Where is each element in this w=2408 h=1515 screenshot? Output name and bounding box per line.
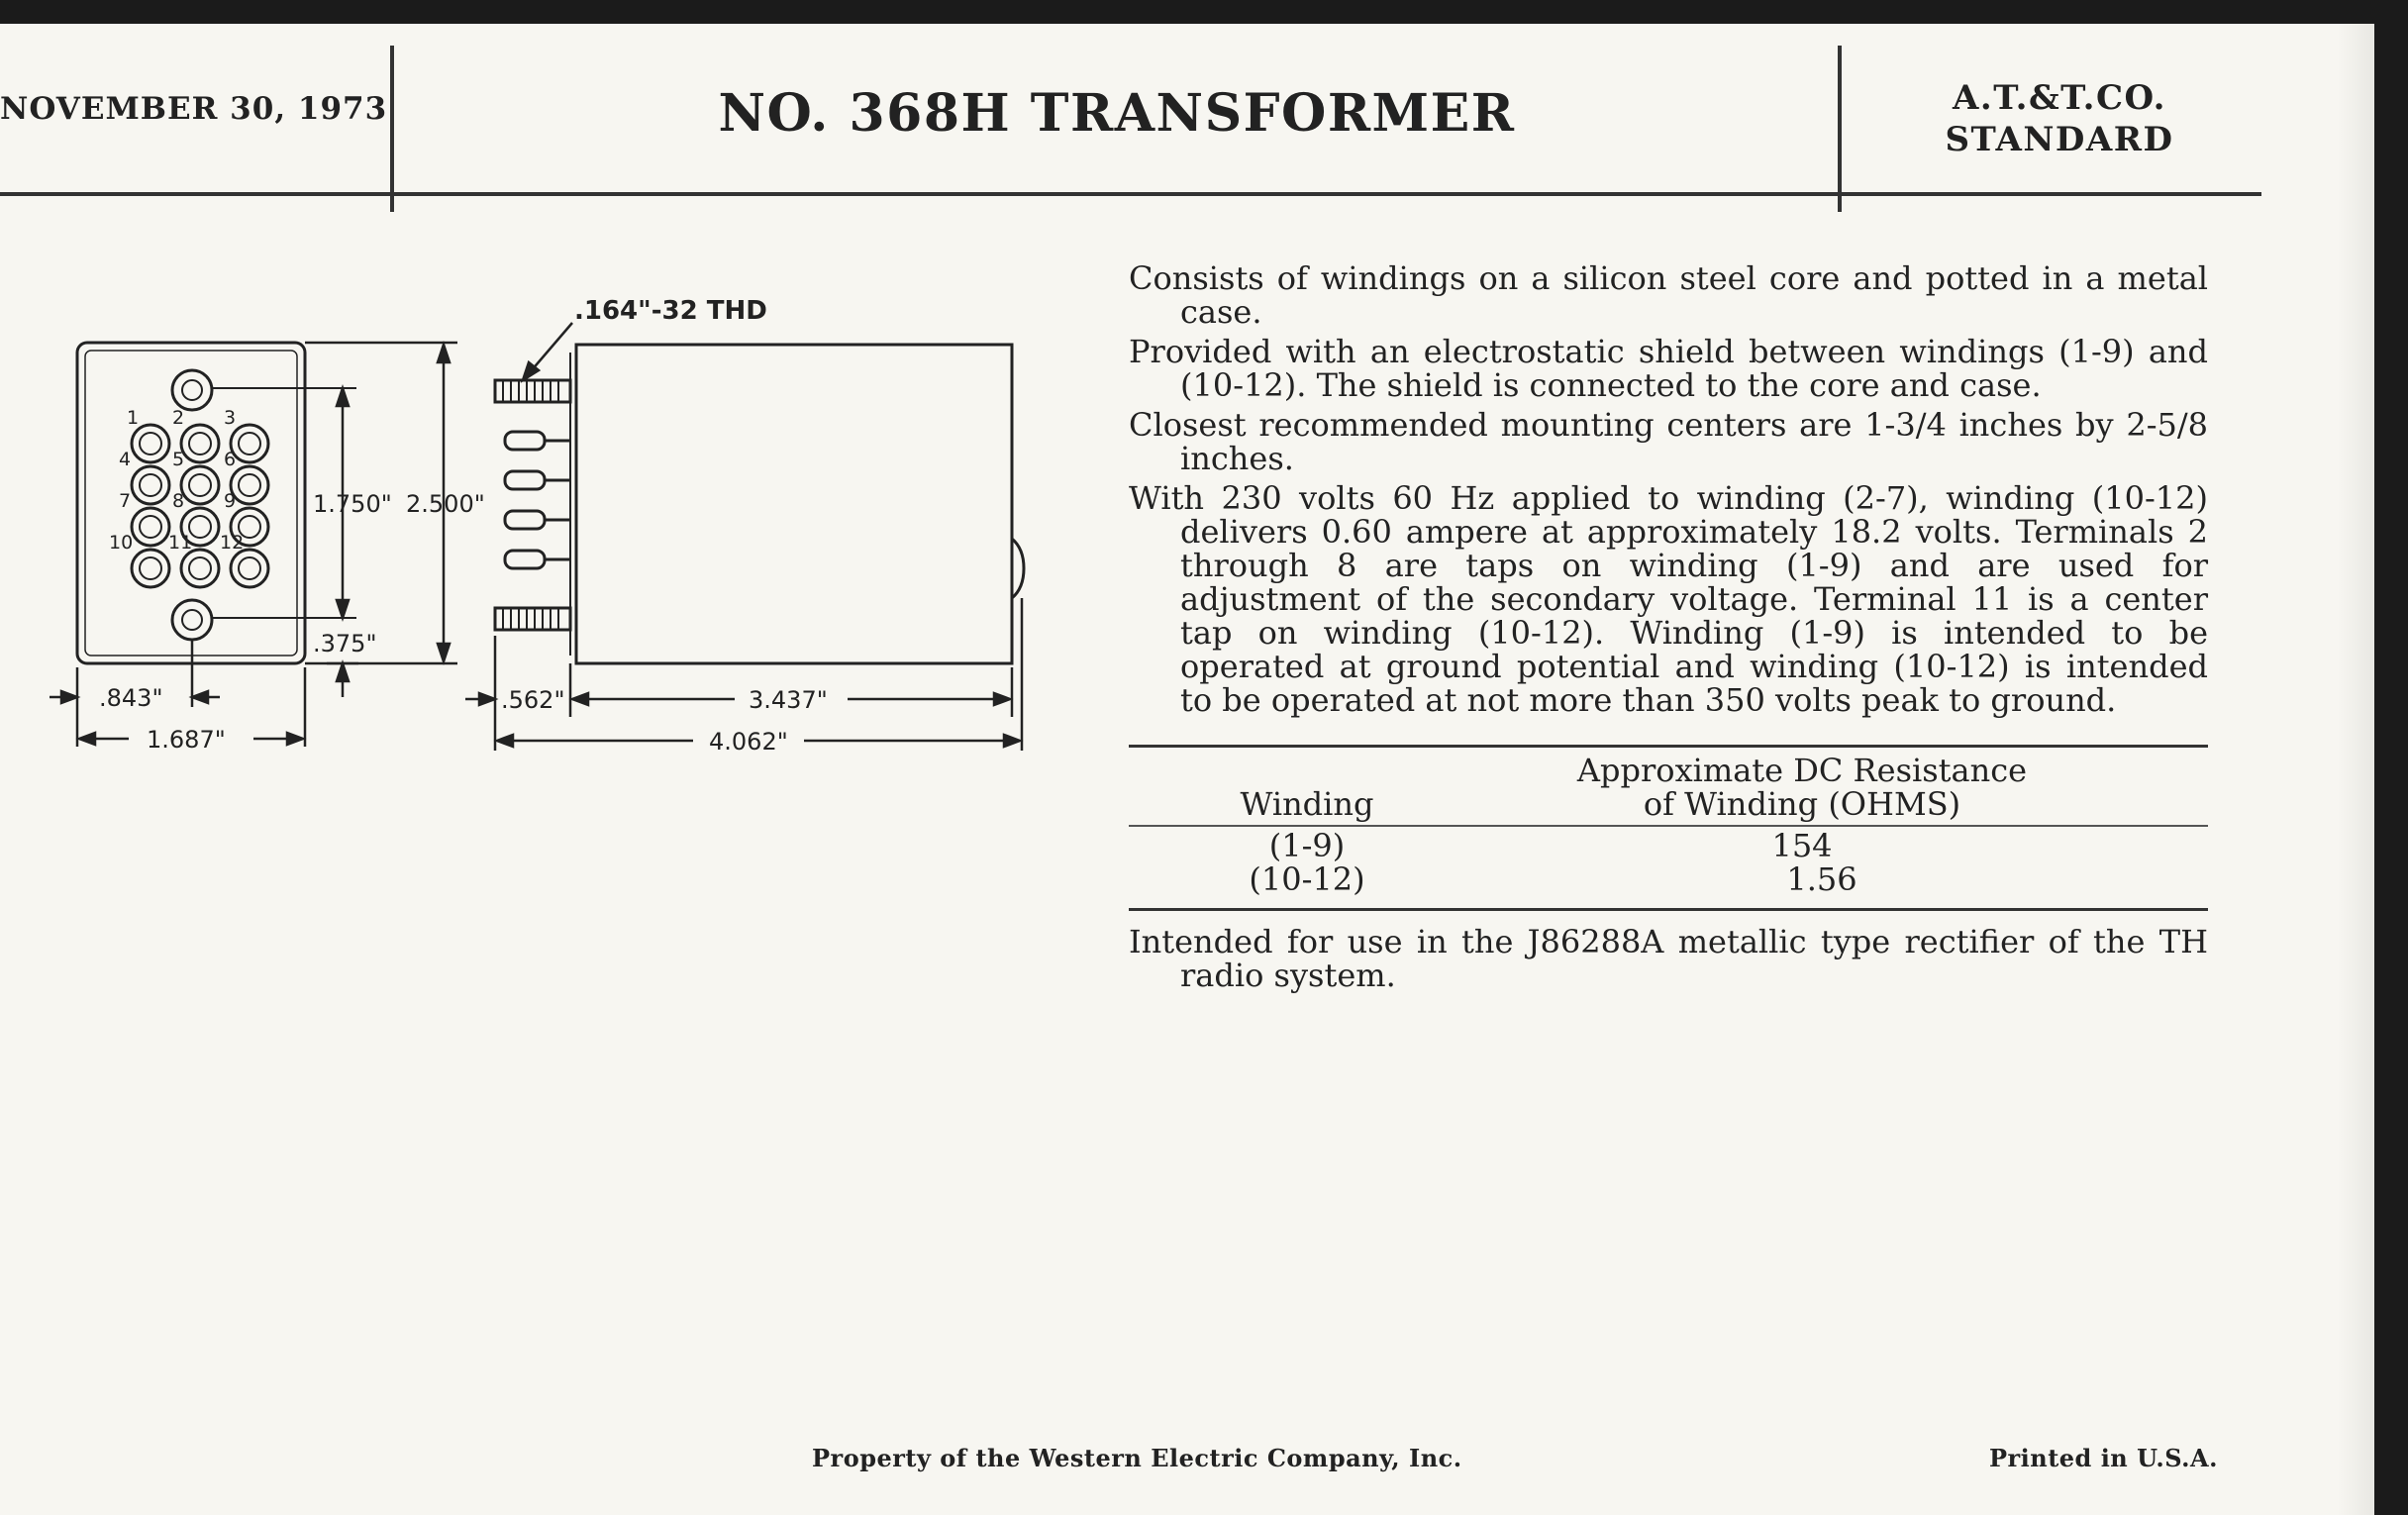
intended-use-text: Intended for use in the J86288A metallic type rectifier of the TH radio system. [1129, 923, 2208, 994]
terminal-label-1: 1 [127, 407, 140, 429]
dim-1687: 1.687" [147, 726, 226, 754]
terminal-label-12: 12 [220, 532, 245, 554]
datasheet-page [0, 24, 2374, 1515]
arrowhead [192, 691, 208, 703]
page-edge-shadow [2337, 24, 2374, 1515]
header-standard-line2: STANDARD [1945, 120, 2174, 159]
cell-winding: (10-12) [1249, 860, 1365, 898]
arrowhead [287, 733, 303, 745]
terminal-7 [132, 508, 169, 546]
terminal-3 [231, 425, 268, 462]
terminal-5 [181, 466, 219, 504]
col-header-resistance [1525, 754, 2079, 821]
arrowhead [337, 663, 349, 681]
terminal-label-4: 4 [119, 449, 132, 470]
cell-resistance: 1.56 [1786, 860, 1857, 898]
dim-375: .375" [313, 630, 377, 657]
terminal-1 [132, 425, 169, 462]
terminal-12 [231, 550, 268, 587]
terminal-label-11: 11 [168, 532, 193, 554]
arrowhead [1004, 735, 1020, 747]
terminal-label-8: 8 [172, 490, 185, 512]
terminal-10 [132, 550, 169, 587]
footer-printed: Printed in U.S.A. [1988, 1444, 2218, 1472]
terminal-label-2: 2 [172, 407, 185, 429]
description-paragraph: With 230 volts 60 Hz applied to winding (2-7), winding (10-12) delivers 0.60 ampere at approximately 18.2 volts. Terminals 2 through 8 are taps on winding (1-9) and are used for adjustment of the secondary voltage. Terminal 11 is a center tap on winding (10-12). Winding (1-9) is intended to be operated at ground potential and winding (10-12) is intended to be operated at not more than 350 volts peak to ground. [1129, 479, 2208, 719]
terminal-11 [181, 550, 219, 587]
dim-562: .562" [501, 686, 565, 714]
table-bottom-rule [1129, 908, 2208, 911]
terminal-label-3: 3 [224, 407, 237, 429]
description-paragraph: Closest recommended mounting centers are 1-3/4 inches by 2-5/8 inches. [1129, 406, 2208, 477]
thread-callout: .164"-32 THD [574, 296, 767, 326]
table-header [1129, 745, 2208, 827]
intended-use [1129, 925, 2208, 992]
terminal-grid [132, 425, 268, 587]
side-terminal [505, 551, 570, 568]
front-stud-bottom [172, 600, 212, 640]
dim-1750: 1.750" [313, 490, 392, 518]
col-header-winding: Winding [1240, 785, 1374, 823]
header-divider-right [1838, 46, 1842, 212]
cell-resistance: 154 [1771, 827, 1833, 864]
terminal-6 [231, 466, 268, 504]
header-standard [1852, 77, 2267, 160]
arrowhead [479, 693, 495, 705]
side-view-fitting [1012, 539, 1024, 598]
side-view-case [576, 345, 1012, 663]
arrowhead [572, 693, 588, 705]
terminal-label-10: 10 [109, 532, 134, 554]
arrowhead [438, 345, 450, 362]
resistance-table [1129, 745, 2208, 911]
outline-drawing [0, 261, 1050, 776]
page-title: NO. 368H TRANSFORMER [718, 83, 1516, 144]
terminal-4 [132, 466, 169, 504]
arrowhead [337, 600, 349, 618]
arrowhead [497, 735, 513, 747]
header-date: NOVEMBER 30, 1973 [0, 91, 388, 127]
side-terminal [505, 471, 570, 489]
arrowhead [337, 388, 349, 406]
terminal-label-9: 9 [224, 490, 237, 512]
header-rule [0, 192, 2261, 196]
dim-843: .843" [99, 684, 163, 712]
dim-2500: 2.500" [406, 490, 485, 518]
cell-winding: (1-9) [1268, 827, 1346, 864]
front-stud-top [172, 370, 212, 410]
table-row [1129, 829, 2208, 862]
terminal-label-7: 7 [119, 490, 132, 512]
terminal-label-6: 6 [224, 449, 237, 470]
description-paragraph: Consists of windings on a silicon steel core and potted in a metal case. [1129, 259, 2208, 331]
side-terminals [505, 432, 570, 568]
description-paragraph: Provided with an electrostatic shield between windings (1-9) and (10-12). The shield is connected to the core and case. [1129, 333, 2208, 404]
arrowhead [438, 644, 450, 661]
dim-4062: 4.062" [709, 728, 788, 756]
description [1129, 261, 2208, 723]
side-terminal [505, 511, 570, 529]
terminal-label-5: 5 [172, 449, 185, 470]
table-row [1129, 862, 2208, 896]
dim-3437: 3.437" [749, 686, 828, 714]
header-standard-line1: A.T.&T.CO. [1953, 78, 2166, 118]
arrowhead [61, 691, 77, 703]
footer-property: Property of the Western Electric Company, Inc. [812, 1444, 1462, 1472]
col-header-resistance-line2: of Winding (OHMS) [1643, 785, 1961, 823]
arrowhead [79, 733, 95, 745]
terminal-2 [181, 425, 219, 462]
col-header-resistance-line1: Approximate DC Resistance [1576, 752, 2028, 789]
arrowhead [994, 693, 1010, 705]
side-terminal [505, 432, 570, 450]
